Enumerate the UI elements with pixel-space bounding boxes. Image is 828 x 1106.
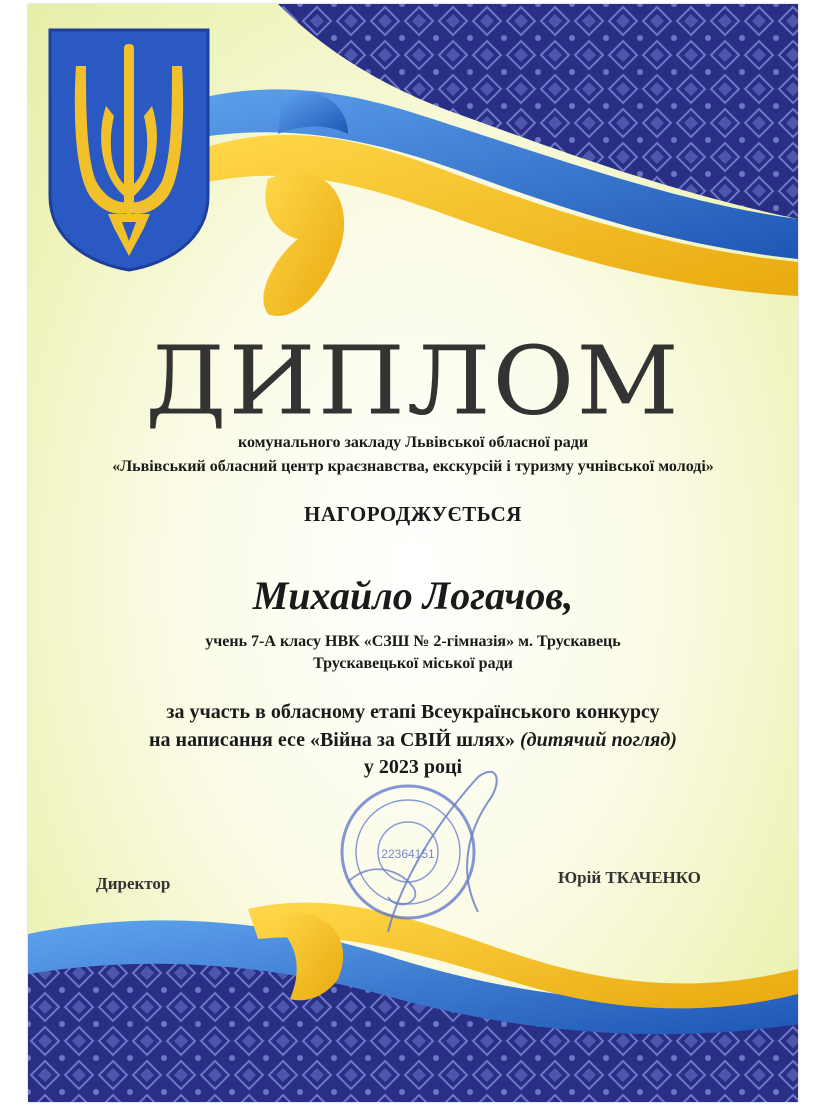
issuer-line-2: «Львівський обласний центр краєзнавства, екскурсій і туризму учнівської молоді» [112,458,714,475]
issuer-line-1: комунального закладу Львівської обласної ради [237,434,589,451]
stamp-number: 22364151 [381,847,435,861]
award-reason-italic: (дитячий погляд) [520,729,677,751]
award-reason-line-2-text: на написання есе «Війна за СВІЙ шлях» [149,729,515,751]
awarded-heading: НАГОРОДЖУЄТЬСЯ [304,502,522,526]
award-reason-line-1: за участь в обласному етапі Всеукраїнського конкурсу [166,701,660,723]
award-reason-line-2 [28,729,798,752]
award-year: у 2023 році [363,756,463,778]
ukraine-coat-of-arms-icon [46,26,212,272]
student-info-line-1: учень 7-А класу НВК «СЗШ № 2-гімназія» м. Трускавець [205,633,621,650]
official-stamp-icon [328,772,488,932]
signer-name: Юрій ТКАЧЕНКО [558,868,701,887]
recipient-name: Михайло Логачов, [252,573,574,618]
diploma-title: ДИПЛОМ [145,324,681,437]
student-info-line-2: Трускавецької міської ради [313,655,513,672]
diploma-sheet [28,4,798,1102]
director-label: Директор [96,874,171,893]
